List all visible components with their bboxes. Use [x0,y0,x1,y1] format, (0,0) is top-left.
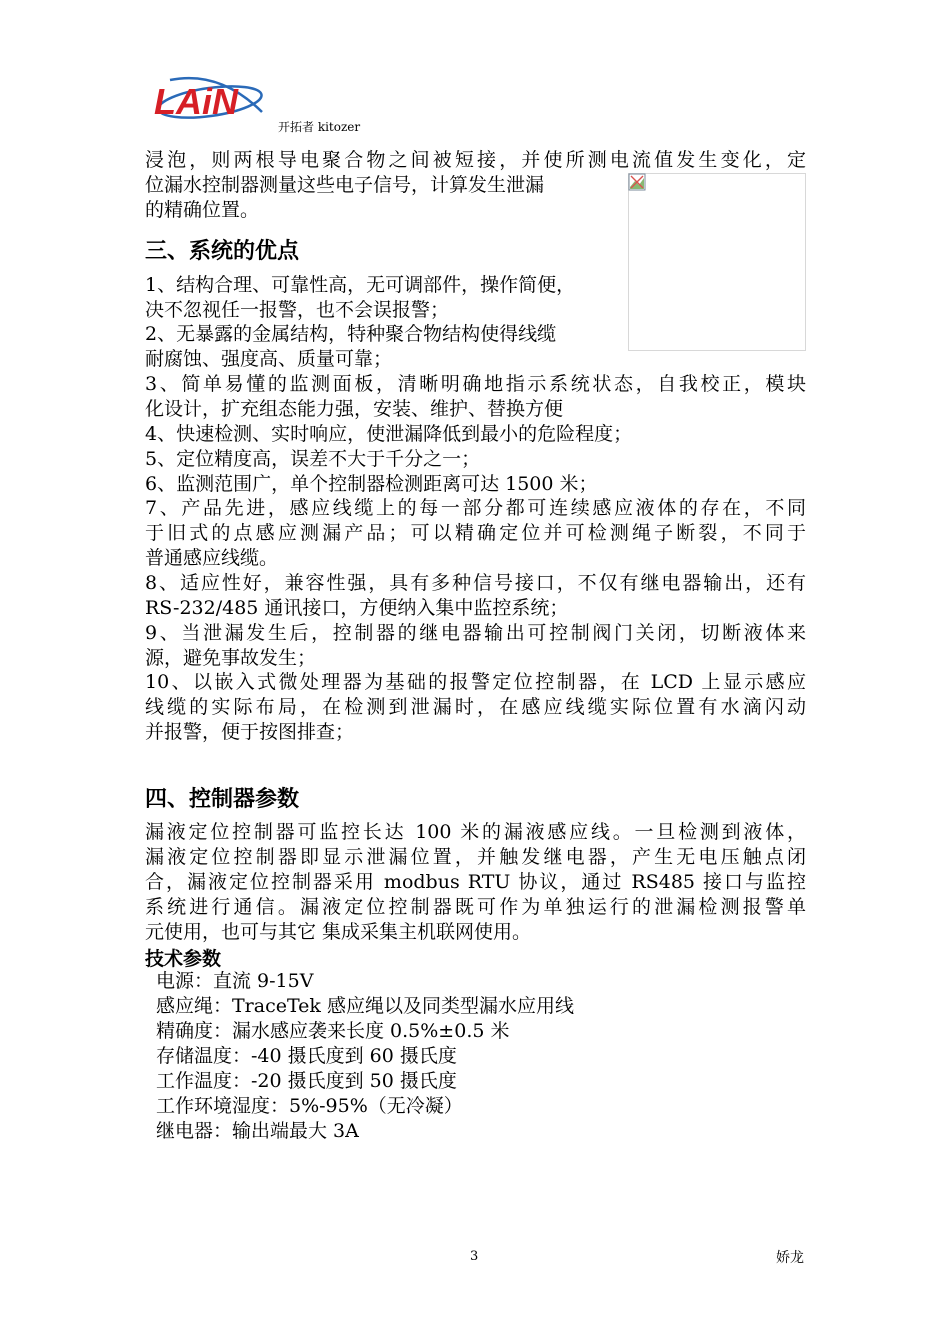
params-paragraph-line: 漏液定位控制器可监控长达 100 米的漏液感应线。一旦检测到液体， [145,821,806,843]
params-paragraph-line: 漏液定位控制器即显示泄漏位置，并触发继电器，产生无电压触点闭 [145,846,806,868]
advantage-line: 3、简单易懂的监测面板，清晰明确地指示系统状态，自我校正，模块 [145,373,806,395]
advantage-line: 4、快速检测、实时响应，使泄漏降低到最小的危险程度； [145,423,633,445]
params-paragraph-line: 合，漏液定位控制器采用 modbus RTU 协议，通过 RS485 接口与监控 [145,871,806,893]
tech-param-item: 工作温度：-20 摄氏度到 50 摄氏度 [156,1070,457,1092]
page-number: 3 [470,1249,479,1264]
tech-params-heading: 技术参数 [145,948,222,970]
company-logo [150,68,270,128]
params-paragraph-line: 系统进行通信。漏液定位控制器既可作为单独运行的泄漏检测报警单 [145,896,806,918]
advantage-line: 决不忽视任一报警，也不会误报警； [145,299,450,321]
footer-author: 娇龙 [776,1250,804,1266]
advantage-line: RS-232/485 通讯接口，方便纳入集中监控系统； [145,597,569,619]
advantage-line: 并报警，便于按图排查； [145,721,355,743]
logo-text: LAiN [154,81,238,122]
tech-param-item: 感应绳：TraceTek 感应绳以及同类型漏水应用线 [156,995,574,1017]
advantage-line: 2、无暴露的金属结构，特种聚合物结构使得线缆 [145,323,557,345]
advantage-line: 10、以嵌入式微处理器为基础的报警定位控制器，在 LCD 上显示感应 [145,671,806,693]
advantage-line: 5、定位精度高，误差不大于千分之一； [145,448,481,470]
broken-image-icon [628,173,646,191]
logo-graphic [150,68,270,130]
tech-param-item: 存储温度：-40 摄氏度到 60 摄氏度 [156,1045,457,1067]
params-paragraph-line: 元使用，也可与其它 集成采集主机联网使用。 [145,921,532,943]
advantage-line: 耐腐蚀、强度高、质量可靠； [145,348,393,370]
advantage-line: 1、结构合理、可靠性高，无可调部件，操作简便， [145,274,576,296]
tech-param-item: 工作环境湿度：5%-95%（无冷凝） [156,1095,463,1117]
advantage-line: 线缆的实际布局，在检测到泄漏时，在感应线缆实际位置有水滴闪动 [145,696,806,718]
advantage-line: 7、产品先进，感应线缆上的每一部分都可连续感应液体的存在，不同 [145,497,806,519]
tech-param-item: 继电器：输出端最大 3A [156,1120,359,1142]
advantage-line: 普通感应线缆。 [145,547,279,569]
header-tagline: 开拓者 kitozer [278,120,361,134]
advantage-line: 8、适应性好，兼容性强，具有多种信号接口，不仅有继电器输出，还有 [145,572,806,594]
advantage-line: 化设计，扩充组态能力强，安装、维护、替换方便 [145,398,564,420]
intro-line: 位漏水控制器测量这些电子信号，计算发生泄漏 [145,174,545,196]
section-heading-advantages: 三、系统的优点 [145,239,300,264]
advantage-line: 源，避免事故发生； [145,647,317,669]
product-image-placeholder [628,173,806,351]
section-heading-controller-params: 四、控制器参数 [145,787,300,812]
intro-line: 的精确位置。 [145,199,260,221]
advantage-line: 6、监测范围广，单个控制器检测距离可达 1500 米； [145,473,598,495]
tech-param-item: 电源：直流 9-15V [156,970,314,992]
advantage-line: 于旧式的点感应测漏产品；可以精确定位并可检测绳子断裂，不同于 [145,522,806,544]
intro-line: 浸泡，则两根导电聚合物之间被短接，并使所测电流值发生变化，定 [145,149,806,171]
tech-param-item: 精确度：漏水感应袭来长度 0.5%±0.5 米 [156,1020,510,1042]
advantage-line: 9、当泄漏发生后，控制器的继电器输出可控制阀门关闭，切断液体来 [145,622,806,644]
